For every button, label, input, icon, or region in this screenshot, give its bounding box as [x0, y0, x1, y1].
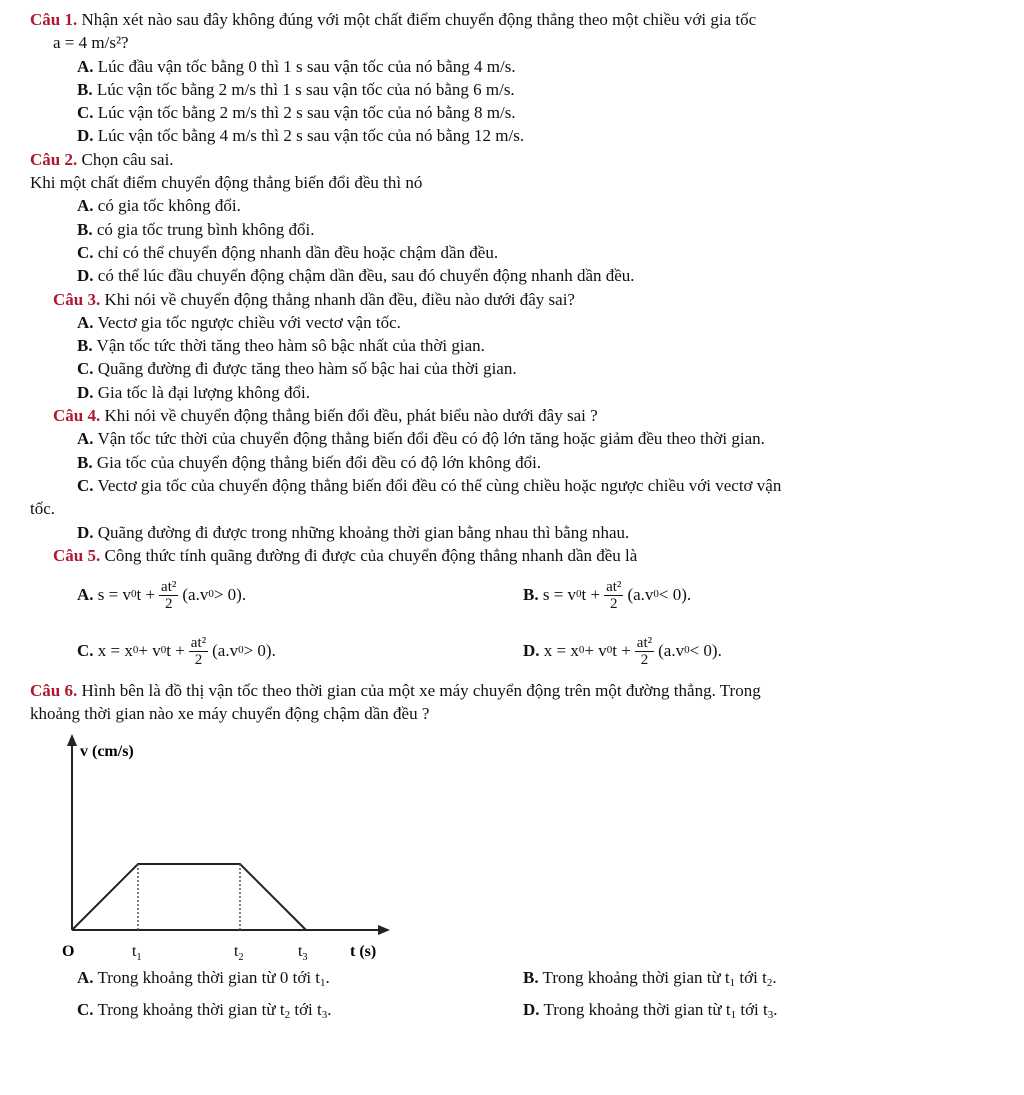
- q3-option-b[interactable]: B. Vận tốc tức thời tăng theo hàm sô bậc nhất của thời gian.: [77, 336, 485, 356]
- question-1-stem: [0, 8, 1024, 31]
- q1-option-a[interactable]: A. Lúc đầu vận tốc bằng 0 thì 1 s sau vận tốc của nó bằng 4 m/s.: [77, 56, 516, 76]
- question-3-stem: [0, 288, 1024, 311]
- q2-option-b[interactable]: B. có gia tốc trung bình không đổi.: [77, 219, 315, 239]
- question-4-stem: [0, 404, 1024, 427]
- q1-option-d[interactable]: D. Lúc vận tốc bằng 4 m/s thì 2 s sau vận tốc của nó bằng 12 m/s.: [77, 126, 525, 146]
- velocity-time-graph: [0, 730, 1024, 965]
- x-axis-arrow: [378, 925, 390, 935]
- question-1-label: Câu 1.: [30, 10, 78, 29]
- y-axis-label: v (cm/s): [80, 742, 134, 760]
- q6-answer-row-1: [0, 965, 1024, 997]
- q6-option-d[interactable]: D. Trong khoảng thời gian từ $t_1$ tới $t_3$.: [523, 1000, 778, 1022]
- velocity-curve: [72, 864, 306, 930]
- question-3-label: Câu 3.: [53, 289, 101, 309]
- question-5-stem: [0, 544, 1024, 567]
- q5-formula-row-1: [0, 567, 1024, 623]
- question-5-text: Công thức tính quãng đường đi được của chuyển động thẳng nhanh dần đều là: [104, 545, 638, 565]
- tick-t2: $t_2$: [234, 942, 244, 963]
- fraction: $\frac{\text{at²}}{2}$: [190, 634, 207, 668]
- tick-t1: $t_1$: [132, 942, 142, 963]
- q5-option-c[interactable]: C. x = x 0 + v 0 t + $\frac{\text{at²}}{2}$ (a.v 0 > 0).: [77, 634, 276, 668]
- fraction: $\frac{\text{at²}}{2}$: [636, 634, 653, 668]
- q5-option-a[interactable]: A. s = v 0 t + $\frac{\text{at²}}{2}$ (a.v 0 > 0).: [77, 578, 247, 612]
- q3-option-a[interactable]: A. Vectơ gia tốc ngược chiều với vectơ vận tốc.: [77, 312, 401, 332]
- q4-option-a[interactable]: A. Vận tốc tức thời của chuyển động thẳng biến đổi đều có độ lớn tăng hoặc giảm đều theo thời gian.: [77, 429, 765, 449]
- origin-label: O: [62, 942, 75, 960]
- question-6-stem-continued: khoảng thời gian nào xe máy chuyển động chậm dần đều ?: [30, 704, 430, 724]
- question-2-label: Câu 2.: [30, 149, 78, 169]
- q4-option-c-continued: tốc.: [30, 499, 56, 519]
- q3-option-d[interactable]: D. Gia tốc là đại lượng không đổi.: [77, 382, 311, 402]
- y-axis-arrow: [67, 734, 77, 746]
- question-2-text: Chọn câu sai.: [81, 149, 174, 169]
- q5-option-d[interactable]: D. x = x 0 + v 0 t + $\frac{\text{at²}}{2}$ (a.v 0 < 0).: [523, 634, 722, 668]
- fraction: $\frac{\text{at²}}{2}$: [606, 578, 622, 612]
- q5-option-b[interactable]: B. s = v 0 t + $\frac{\text{at²}}{2}$ (a.v 0 < 0).: [523, 578, 692, 612]
- graph-svg: [40, 730, 460, 965]
- q2-option-a[interactable]: A. có gia tốc không đổi.: [77, 196, 241, 216]
- question-4-text: Khi nói về chuyển động thẳng biến đổi đều, phát biểu nào dưới đây sai ?: [104, 406, 598, 426]
- question-4-label: Câu 4.: [53, 406, 101, 426]
- q1-option-b[interactable]: B. Lúc vận tốc bằng 2 m/s thì 1 s sau vận tốc của nó bằng 6 m/s.: [77, 79, 515, 99]
- fraction: $\frac{\text{at²}}{2}$: [161, 578, 177, 612]
- question-6-stem: [0, 679, 1024, 702]
- question-1-text: Nhận xét nào sau đây không đúng với một chất điểm chuyển động thẳng theo một chiều với gia tốc: [81, 10, 757, 29]
- question-6-text: Hình bên là đồ thị vận tốc theo thời gian của một xe máy chuyển động trên một đường thẳng. Trong: [81, 681, 761, 701]
- q4-option-b[interactable]: B. Gia tốc của chuyển động thẳng biến đổi đều có độ lớn không đổi.: [77, 452, 542, 472]
- question-6-label: Câu 6.: [30, 681, 78, 701]
- q6-answer-row-2: [0, 997, 1024, 1029]
- question-2-stem: [0, 148, 1024, 171]
- q6-option-c[interactable]: C. Trong khoảng thời gian từ $t_2$ tới $t_3$.: [77, 1000, 332, 1022]
- q4-option-c[interactable]: C. Vectơ gia tốc của chuyển động thẳng biến đổi đều có thể cùng chiều hoặc ngược chiều với vectơ vận: [77, 475, 782, 495]
- q2-option-c[interactable]: C. chỉ có thể chuyển động nhanh dần đều hoặc chậm dần đều.: [77, 242, 499, 262]
- question-2-stem-continued: Khi một chất điểm chuyển động thẳng biến đổi đều thì nó: [30, 173, 423, 193]
- q3-option-c[interactable]: C. Quãng đường đi được tăng theo hàm số bậc hai của thời gian.: [77, 359, 517, 379]
- question-5-label: Câu 5.: [53, 545, 101, 565]
- question-3-text: Khi nói về chuyển động thẳng nhanh dần đều, điều nào dưới đây sai?: [104, 289, 575, 309]
- tick-t3: $t_3$: [298, 942, 308, 963]
- q6-option-a[interactable]: A. Trong khoảng thời gian từ 0 tới $t_1$.: [77, 968, 330, 990]
- x-axis-label: t (s): [350, 942, 377, 960]
- q4-option-d[interactable]: D. Quãng đường đi được trong những khoảng thời gian bằng nhau thì bằng nhau.: [77, 522, 630, 542]
- question-1-stem-continued: a = 4 m/s²?: [53, 33, 129, 53]
- q5-formula-row-2: [0, 623, 1024, 679]
- q6-option-b[interactable]: B. Trong khoảng thời gian từ $t_1$ tới $t_2$.: [523, 968, 777, 990]
- q1-option-c[interactable]: C. Lúc vận tốc bằng 2 m/s thì 2 s sau vận tốc của nó bằng 8 m/s.: [77, 103, 516, 123]
- q2-option-d[interactable]: D. có thể lúc đầu chuyển động chậm dần đều, sau đó chuyển động nhanh dần đều.: [77, 266, 635, 286]
